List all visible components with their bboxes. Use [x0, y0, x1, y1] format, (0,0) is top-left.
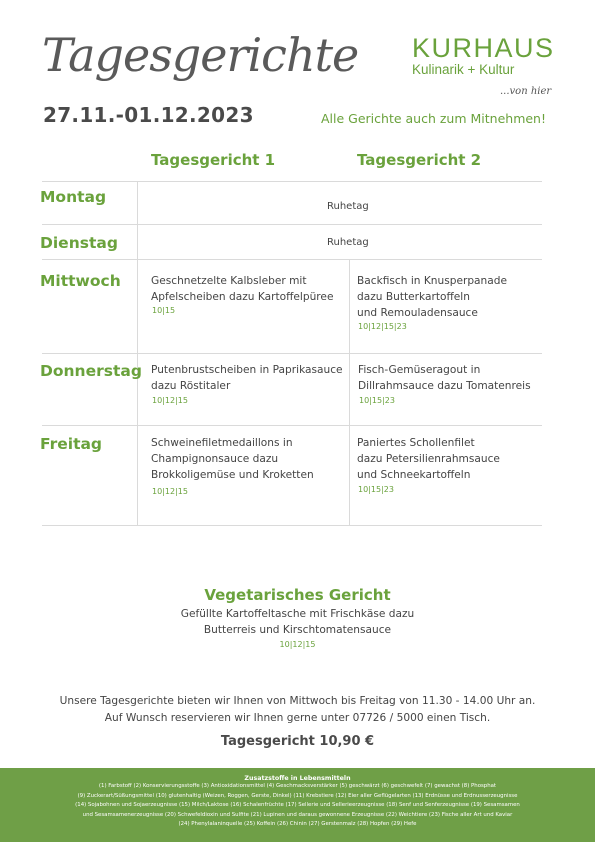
dish-line: dazu Butterkartoffeln — [357, 291, 470, 303]
additives-line: und Sesamsamenerzeugnisse (20) Schwefeldioxin und Sulfite (21) Lupinen und daraus gewonnene Erzeugnisse (22) Weichtiere (23) Fische aller Art und Kaviar — [82, 811, 513, 818]
additives-line: (9) Zuckerart/Süßungsmittel (10) glutenhaltig (Weizen, Roggen, Gerste, Dinkel) (11) Krebstiere (12) Eier aller Geflügelarten (13) Erdnüsse und Erdnusserzeugnisse — [77, 792, 518, 799]
logo-tagline: Kulinarik + Kultur — [412, 62, 515, 77]
day-monday: Montag — [40, 188, 107, 206]
kurhaus-logo — [412, 33, 562, 97]
vegetarian-line: Gefüllte Kartoffeltasche mit Frischkäse dazu — [180, 608, 415, 620]
allergen-codes: 10|12|15 — [279, 640, 316, 649]
dish-line: und Remouladensauce — [357, 307, 478, 319]
divider — [42, 181, 542, 182]
dish-line: Apfelscheiben dazu Kartoffelpüree — [151, 291, 334, 303]
divider — [42, 224, 542, 225]
additives-line: (24) Phenylalaninquelle (25) Koffein (26) Chinin (27) Gerstenmalz (28) Hopfen (29) Hefe — [178, 821, 417, 828]
hours-info: Unsere Tagesgerichte bieten wir Ihnen von Mittwoch bis Freitag von 11.30 - 14.00 Uhr an. — [59, 695, 536, 707]
day-wednesday: Mittwoch — [40, 272, 121, 290]
dish2-friday — [357, 435, 500, 483]
vegetarian-title: Vegetarisches Gericht — [204, 586, 391, 604]
column-header-dish1: Tagesgericht 1 — [151, 151, 276, 169]
dish1-wednesday — [151, 273, 333, 305]
dish1-friday — [151, 435, 314, 483]
dish-line: Paniertes Schollenfilet — [357, 437, 475, 449]
allergen-codes: 10|15|23 — [359, 396, 395, 405]
date-range: 27.11.-01.12.2023 — [43, 103, 254, 127]
column-header-dish2: Tagesgericht 2 — [357, 151, 482, 169]
logo-name: KURHAUS — [412, 33, 555, 63]
closed-label: Ruhetag — [327, 201, 369, 212]
dish-line: Fisch-Gemüseragout in — [358, 364, 481, 376]
divider — [42, 425, 542, 426]
vegetarian-line: Butterreis und Kirschtomatensauce — [203, 624, 392, 636]
divider — [42, 259, 542, 260]
divider — [42, 353, 542, 354]
dish-line: Dillrahmsauce dazu Tomatenreis — [358, 380, 531, 392]
reservation-info: Auf Wunsch reservieren wir Ihnen gerne unter 07726 / 5000 einen Tisch. — [104, 712, 491, 724]
additives-line: (1) Farbstoff (2) Konservierungsstoffe (3) Antioxidationsmittel (4) Geschmacksverstärker (5) geschwärzt (6) geschwefelt (7) gewachst (8) Phosphat — [98, 783, 497, 789]
dish2-thursday — [358, 362, 531, 394]
allergen-codes: 10|15 — [152, 306, 176, 315]
dish-line: dazu Röstitaler — [151, 380, 231, 392]
divider — [137, 181, 138, 525]
dish-line: Schweinefiletmedaillons in — [151, 437, 293, 449]
page-title: Tagesgerichte — [42, 28, 359, 82]
additives-footer — [0, 768, 595, 842]
dish1-thursday — [151, 362, 343, 394]
allergen-codes: 10|12|15 — [152, 487, 188, 496]
closed-label: Ruhetag — [327, 237, 369, 248]
dish-line: Brokkoligemüse und Kroketten — [151, 469, 314, 481]
divider — [42, 525, 542, 526]
day-friday: Freitag — [40, 435, 103, 453]
divider — [349, 259, 350, 525]
allergen-codes: 10|12|15|23 — [358, 322, 407, 331]
dish-line: Geschnetzelte Kalbsleber mit — [151, 275, 307, 287]
dish-line: Champignonsauce dazu — [151, 453, 279, 465]
dish-line: Putenbrustscheiben in Paprikasauce — [151, 364, 343, 376]
dish2-wednesday — [357, 273, 507, 321]
day-tuesday: Dienstag — [40, 234, 118, 252]
additives-title: Zusatzstoffe in Lebensmitteln — [244, 775, 351, 782]
dish-line: Backfisch in Knusperpanade — [357, 275, 507, 287]
takeaway-note: Alle Gerichte auch zum Mitnehmen! — [321, 111, 546, 126]
price-label: Tagesgericht 10,90 € — [220, 734, 375, 749]
logo-script: ...von hier — [500, 86, 552, 97]
dish-line: und Schneekartoffeln — [357, 469, 471, 481]
allergen-codes: 10|12|15 — [152, 396, 188, 405]
dish-line: dazu Petersilienrahmsauce — [357, 453, 500, 465]
day-thursday: Donnerstag — [40, 362, 142, 380]
additives-line: (14) Sojabohnen und Sojaerzeugnisse (15) Milch/Laktose (16) Schalenfrüchte (17) Sellerie und Sellerieerzeugnisse (18) Senf und Senferzeugnisse (19) Sesamsamen — [75, 802, 520, 809]
allergen-codes: 10|15|23 — [358, 485, 394, 494]
